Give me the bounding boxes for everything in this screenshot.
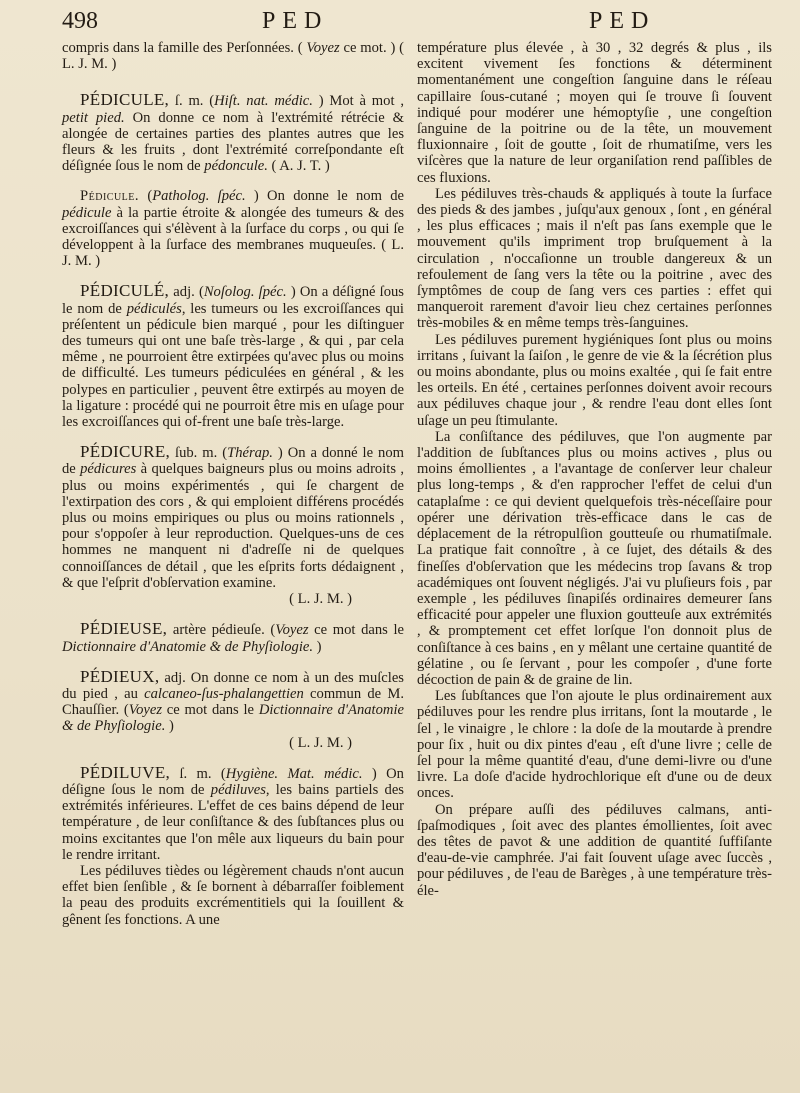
- continued-entry: compris dans la famille des Perſonnées. ( Voyez ce mot. ) ( L. J. M. ): [62, 40, 404, 73]
- entry-pedieuse: [62, 621, 404, 654]
- page-number: 498: [62, 8, 98, 34]
- headword: PÉDICULE,: [80, 90, 170, 110]
- headword: PÉDIEUX,: [80, 666, 160, 686]
- paragraph: Les pédiluves purement hygiéniques ſont plus ou moins irritans , ſuivant la ſaiſon , le genre de vie & la ſécrétion plus ou moins abondante, plus ou moins exaltée , qui ſe fait entre les orteils. En été , certaines perſonnes doivent avoir recours aux pédiluves chaque jour , & rendre l'eau dont elles ſont uſage un peu ſtimulante.: [417, 331, 772, 429]
- entry-paragraph: Les pédiluves tièdes ou légèrement chauds n'ont aucun effet bien ſenſible , & ſe bornent à débarraſſer foiblement la peau des produits excrémentitiels qui la ſouillent & gênent ſes fonctions. A une: [62, 862, 404, 928]
- entry-pedicule-adj: [62, 283, 404, 430]
- entry-text: PÉDICULÉ, adj. (Noſolog. ſpéc. ) On a déſigné ſous le nom de pédiculés, les tumeurs ou les excroiſſances qui préſentent un pédicule bien marqué , pour les diſtinguer des tumeurs qui ont une baſe très-large , & qui , par cela même , ne pourroient être extirpées qu'avec plus ou moins de difficulté. Les tumeurs pédiculées en général , & les polypes en particulier , peuvent être extirpés au moyen de la ligature : procédé qui ne pourroit être mis en uſage pour les excroiſſances qui of-frent une baſe très-large.: [62, 281, 404, 431]
- headword: PÉDICURE,: [80, 442, 171, 462]
- entry-text: PÉDILUVE, ſ. m. (Hygiène. Mat. médic. ) On déſigne ſous le nom de pédiluves, les bains partiels des extrémités inférieures. L'effet de ces bains dépend de leur température , de leur conſiſtance & des ſubſtances plus ou moins excitantes que l'on mêle aux liqueurs du bain pour le rendre irritant.: [62, 762, 404, 863]
- paragraph: La conſiſtance des pédiluves, que l'on augmente par l'addition de ſubſtances plus ou moins actives , plus ou moins émollientes , a l'avantage de conſerver leur chaleur plus long-temps , & d'en rapprocher l'effet de celui d'un cataplaſme : ce qui devient quelquefois très-néceſſaire pour opérer une dérivation très-efficace dans le cas de déplacement de la rétropulſion goutteuſe ou rhumatiſmale. La pratique fait connoître , à ce ſujet, des détails & des fineſſes d'obſervation que les médecins trop ſavans & trop académiques ont ſouvent négligés. J'ai vu pluſieurs fois , par exemple , les pédiluves ſinapiſés ordinaires demeurer ſans efficacité pour appeler une fluxion goutteuſe aux extrémités , & promptement cet effet lorſque l'on donnoit plus de conſiſtance à ces bains , en y mêlant une certaine quantité de gélatine , ou ſe ſervant , pour les compoſer , d'une forte décoction de pain & de graine de lin.: [417, 428, 772, 688]
- entry-pediluve: [62, 762, 404, 928]
- signature: ( A. J. T. ): [271, 158, 330, 175]
- left-column: [62, 40, 404, 928]
- entry-text: PÉDIEUX, adj. On donne ce nom à un des muſcles du pied , au calcaneo-ſus-phalangettien commun de M. Chauſſier. (Voyez ce mot dans le Dictionnaire d'Anatomie & de Phyſiologie. ): [62, 666, 405, 735]
- entry-text: PÉDICURE, ſub. m. (Thérap. ) On a donné le nom de pédicures à quelques baigneurs plus ou moins adroits , plus ou moins expérimentés , qui ſe chargent de l'extirpation des cors , & qui emploient différens procédés plus ou moins empiriques ou plus ou moins rationnels , pour s'oppoſer à leur reproduction. Quelques-uns de ces hommes ne manquent ni d'adreſſe ni de quelques connoiſſances de détail , que les eſprits forts dédaignent , & que l'eſprit d'obſervation examine.: [62, 442, 404, 591]
- entry-pedicule: [62, 92, 404, 174]
- paragraph: température plus élevée , à 30 , 32 degrés & plus , ils excitent vivement ſes fonctions & déterminent momentanément une congeſtion ſanguine dans le réſeau capillaire ſous-cutané ; moyen qui ſe trouve ſi ſouvent indiqué pour modérer une hémoptyſie , une congeſtion ſanguine de la poitrine ou de la tête, un mouvement fluxionnaire , ſoit de goutte , ſoit de rhumatiſme, vers les viſcères que la nature de leur organiſation rend paſſibles de ces fluxions.: [417, 40, 772, 186]
- paragraph: Les ſubſtances que l'on ajoute le plus ordinairement aux pédiluves pour les rendre plus irritans, ſont la moutarde , le ſel , le vinaigre , le chlore : la doſe de la moutarde à prendre pour ſix , huit ou dix pintes d'eau , eſt d'une livre ; celle de ſel pour la même quantité d'eau, d'une demi-livre ou d'une livre. La doſe d'acide hydrochlorique eſt d'une ou de deux onces.: [417, 688, 772, 802]
- right-column: [417, 40, 772, 899]
- headword: Pédicule.: [80, 188, 140, 205]
- entry-text: Pédicule. (Patholog. ſpéc. ) On donne le nom de pédicule à la partie étroite & alongée des tumeurs & des excroiſſances qui s'élèvent à la ſurface du corps , ou qui ſe développent à la ſurface des membranes muqueuſes. ( L. J. M. ): [62, 188, 404, 270]
- headword: PÉDIEUSE,: [80, 619, 168, 639]
- entry-text: PÉDICULE, ſ. m. (Hiſt. nat. médic. ) Mot à mot , petit pied. On donne ce nom à l'extrémité rétrécie & alongée de certaines parties des plantes autres que les fleurs & les fruits , dont l'extrémité correſpondante eſt déſignée ſous le nom de pédoncule. ( A. J. T. ): [62, 90, 404, 175]
- signature: ( L. J. M. ): [289, 591, 352, 608]
- entry-text: PÉDIEUSE, artère pédieuſe. (Voyez ce mot dans le Dictionnaire d'Anatomie & de Phyſiologie. ): [62, 619, 404, 655]
- running-head-left: PED: [262, 8, 329, 34]
- running-head-right: PED: [589, 8, 656, 34]
- paragraph: On prépare auſſi des pédiluves calmans, anti-ſpaſmodiques , ſoit avec des plantes émollientes, ſoit avec des têtes de pavot & une addition de quantité ſuffiſante d'eau-de-vie camphrée. J'ai fait ſouvent uſage avec ſuccès , pour pédiluves , de l'eau de Barèges , à une température très-éle-: [417, 801, 772, 899]
- entry-pedieux: [62, 666, 405, 751]
- signature: ( L. J. M. ): [289, 734, 352, 751]
- headword: PÉDILUVE,: [80, 762, 171, 782]
- page-header: [62, 8, 770, 36]
- entry-pedicure: [62, 444, 404, 607]
- headword: PÉDICULÉ,: [80, 281, 170, 301]
- paragraph: Les pédiluves très-chauds & appliqués à toute la ſurface des pieds & des jambes , juſqu'aux genoux , ſont , en général , les plus efficaces ; mais il n'eſt pas ſans exemple que le mouvement qu'ils impriment trop bruſquement à la circulation , n'occaſionne un trouble dangereux & un refoulement de ſang vers la tête ou la poitrine , avec des ſymptômes de coup de ſang vers ces parties : effet qui manqueroit rarement d'avoir lieu chez certaines perſonnes très-mobiles & en même temps très-ſanguines.: [417, 185, 772, 332]
- entry-pedicule-patholog: [62, 188, 404, 269]
